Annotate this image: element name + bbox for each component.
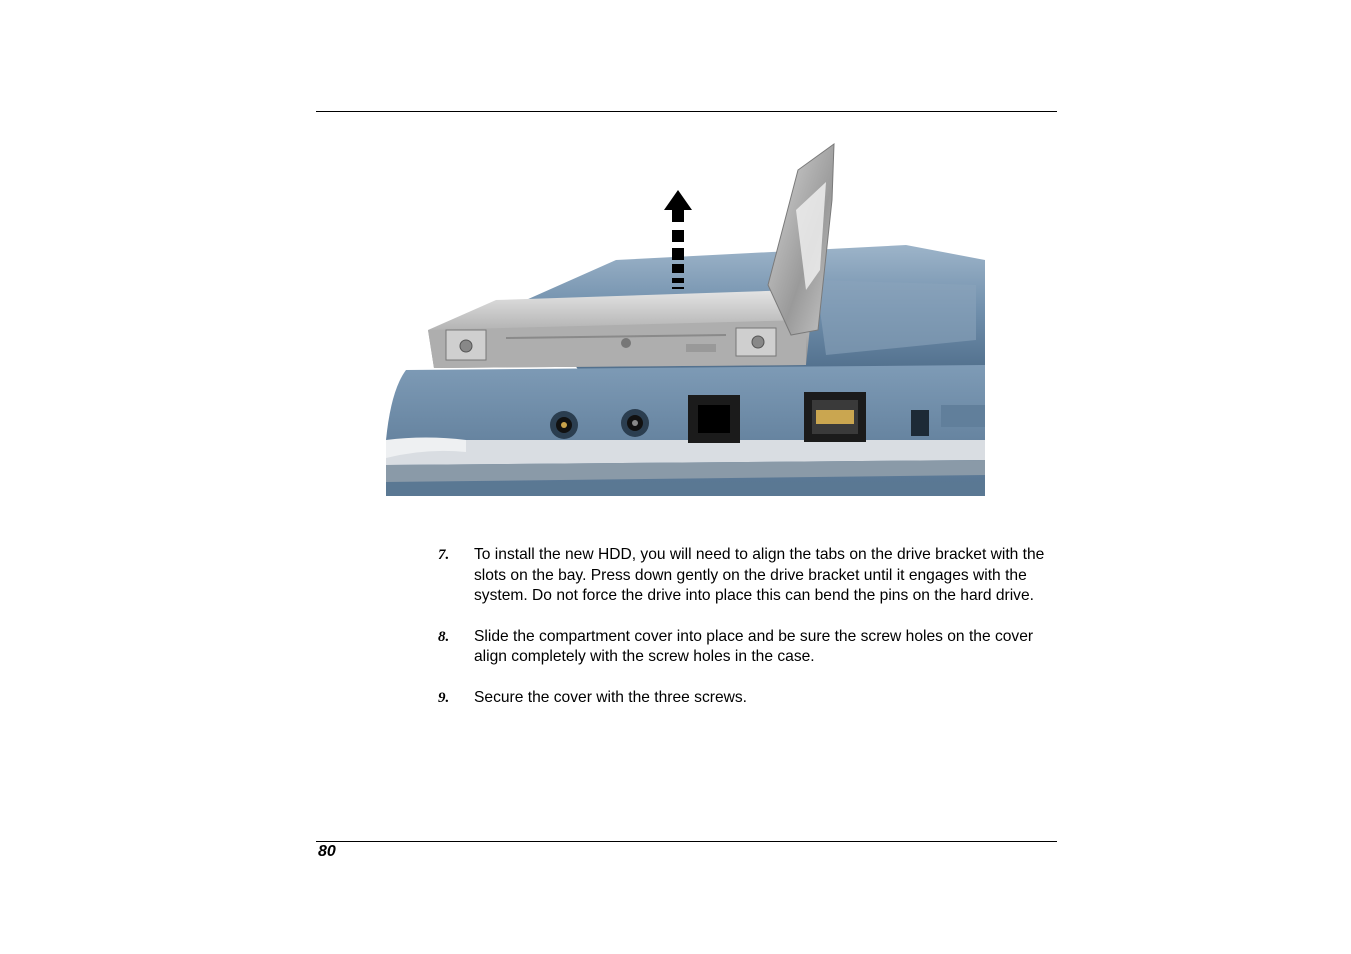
step-text: Secure the cover with the three screws. [474,688,748,706]
instruction-steps [438,545,1058,729]
step-text: Slide the compartment cover into place and be sure the screw holes on the cover align completely with the screw holes in the case. [474,627,1034,666]
hdd-install-photo [386,140,985,496]
step-number: 9. [438,689,450,706]
step-text: To install the new HDD, you will need to align the tabs on the drive bracket with the slots on the bay. Press down gently on the drive bracket until it engages with the system. Do not force the drive into place this can bend the pins on the hard drive. [474,546,1045,605]
header-rule [316,111,1057,112]
step-9 [438,688,1058,709]
step-number: 7. [438,547,450,563]
footer-rule [316,841,1057,842]
step-8 [438,627,1058,668]
step-number: 8. [438,628,450,645]
page-number: 80 [318,843,336,860]
step-7 [438,545,1058,607]
